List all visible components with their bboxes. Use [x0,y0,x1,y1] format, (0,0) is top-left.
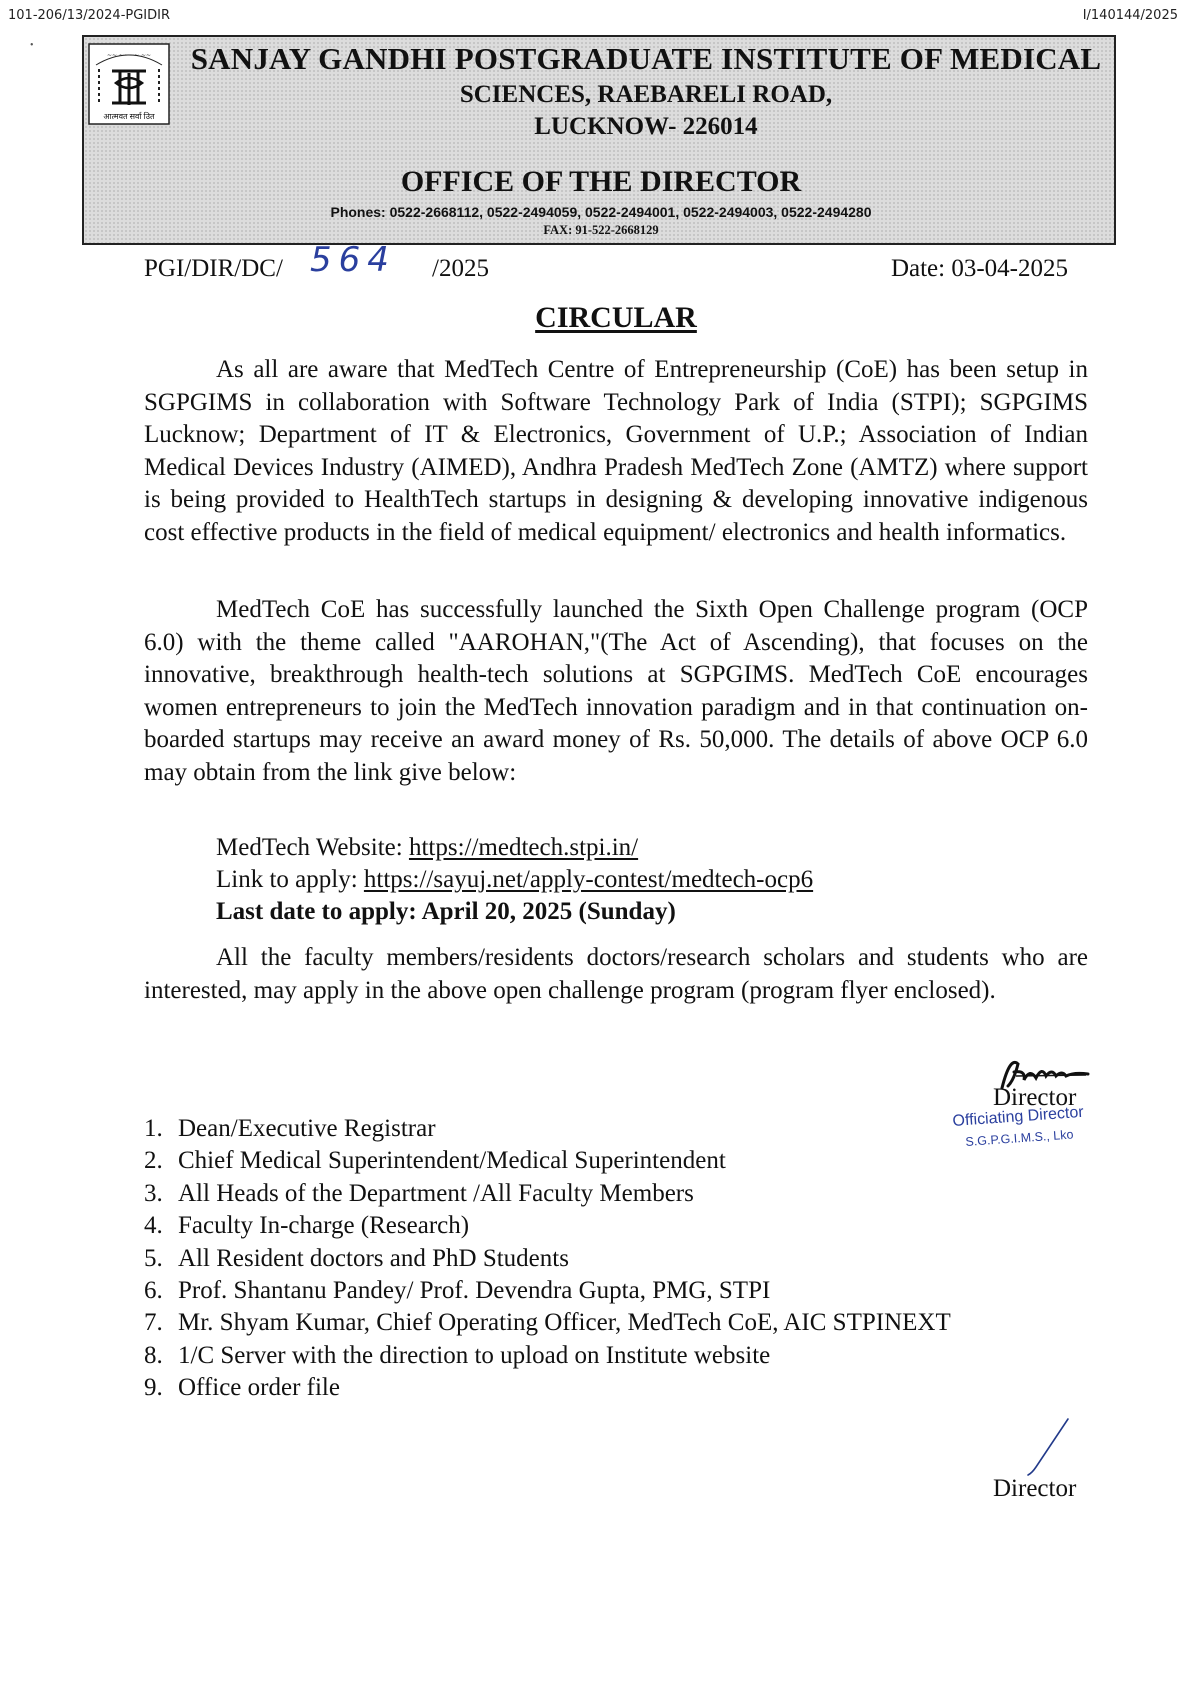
letterhead [82,35,1116,245]
fax-number: FAX: 91-522-2668129 [543,223,659,237]
institute-name-line1: SANJAY GANDHI POSTGRADUATE INSTITUTE OF MEDICAL [190,41,1102,76]
institute-name-line2: SCIENCES, RAEBARELI ROAD, [459,81,833,108]
list-item: 6. Prof. Shantanu Pandey/ Prof. Devendra Gupta, PMG, STPI [144,1276,771,1304]
stamp-officiating-director: Officiating Director [952,1103,1085,1130]
website-label: MedTech Website: [216,834,409,861]
paragraph-program: MedTech CoE has successfully launched the Sixth Open Challenge program (OCP 6.0) with the theme called "AAROHAN,"(The Act of Ascending), that focuses on the innovative, breakthrough health-tech solutions at SGPGIMS. MedTech CoE encourages women entrepreneurs to join the MedTech innovation paradigm and in that continuation on-boarded startups may receive an award money of Rs. 50,000. The details of above OCP 6.0 may obtain from the link give below: [144,596,1088,786]
list-item: 8. 1/C Server with the direction to upload on Institute website [144,1341,771,1369]
distribution-list [144,1113,951,1405]
list-item: 1. Dean/Executive Registrar [144,1115,436,1142]
logo-motto: आत्मवत सर्वा उित [103,112,155,121]
document-heading: CIRCULAR [535,301,697,334]
list-item: 5. All Resident doctors and PhD Students [144,1244,569,1272]
apply-line [216,866,813,894]
paragraph-intro: As all are aware that MedTech Centre of Entrepreneurship (CoE) has been setup in SGPGIMS in collaboration with Software Technology Park of India (STPI); SGPGIMS Lucknow; Department of IT & Electronics, Government of U.P.; Association of Indian Medical Devices Industry (AIMED), Andhra Pradesh MedTech Zone (AMTZ) where support is being provided to HealthTech startups in designing & developing innovative indigenous cost effective products in the field of medical equipment/ electronics and health informatics. [144,356,1088,546]
last-date: Last date to apply: April 20, 2025 (Sunday) [216,898,676,925]
svg-text:~~ ~~~~ ~~: ~~ ~~~~ ~~ [106,52,152,59]
reference-prefix: PGI/DIR/DC/ [144,255,283,282]
initial-signature-icon [1018,1415,1074,1479]
reference-year: /2025 [432,255,489,282]
institute-name-line3: LUCKNOW- 226014 [534,113,758,140]
apply-label: Link to apply: [216,866,364,893]
list-item: 7. Mr. Shyam Kumar, Chief Operating Officer, MedTech CoE, AIC STPINEXT [144,1309,951,1337]
footer-signatory-title: Director [993,1475,1077,1502]
signatory-title: Director [993,1084,1077,1111]
list-item: 2. Chief Medical Superintendent/Medical Superintendent [144,1147,726,1175]
list-item: 4. Faculty In-charge (Research) [144,1212,470,1240]
website-link[interactable]: https://medtech.stpi.in/ [408,834,639,861]
list-item: 9. Office order file [144,1374,340,1402]
institute-emblem-icon [88,43,170,125]
receipt-reference: I/140144/2025 [1082,8,1178,23]
list-item: 3. All Heads of the Department /All Faculty Members [144,1179,694,1207]
apply-link[interactable]: https://sayuj.net/apply-contest/medtech-ocp6 [363,866,814,893]
website-line [216,834,638,862]
scan-speck-icon: • [30,40,34,51]
stamp-institute: S.G.P.G.I.M.S., Lko [965,1127,1074,1149]
phone-numbers: Phones: 0522-2668112, 0522-2494059, 0522-2494001, 0522-2494003, 0522-2494280 [330,204,872,220]
document-date: Date: 03-04-2025 [890,255,1068,282]
paragraph-eligibility: All the faculty members/residents doctors/research scholars and students who are interested, may apply in the above open challenge program (program flyer enclosed). [144,944,1088,1004]
office-title: OFFICE OF THE DIRECTOR [400,165,802,198]
reference-number-handwritten: 564 [310,240,396,280]
file-reference: 101-206/13/2024-PGIDIR [8,8,171,23]
